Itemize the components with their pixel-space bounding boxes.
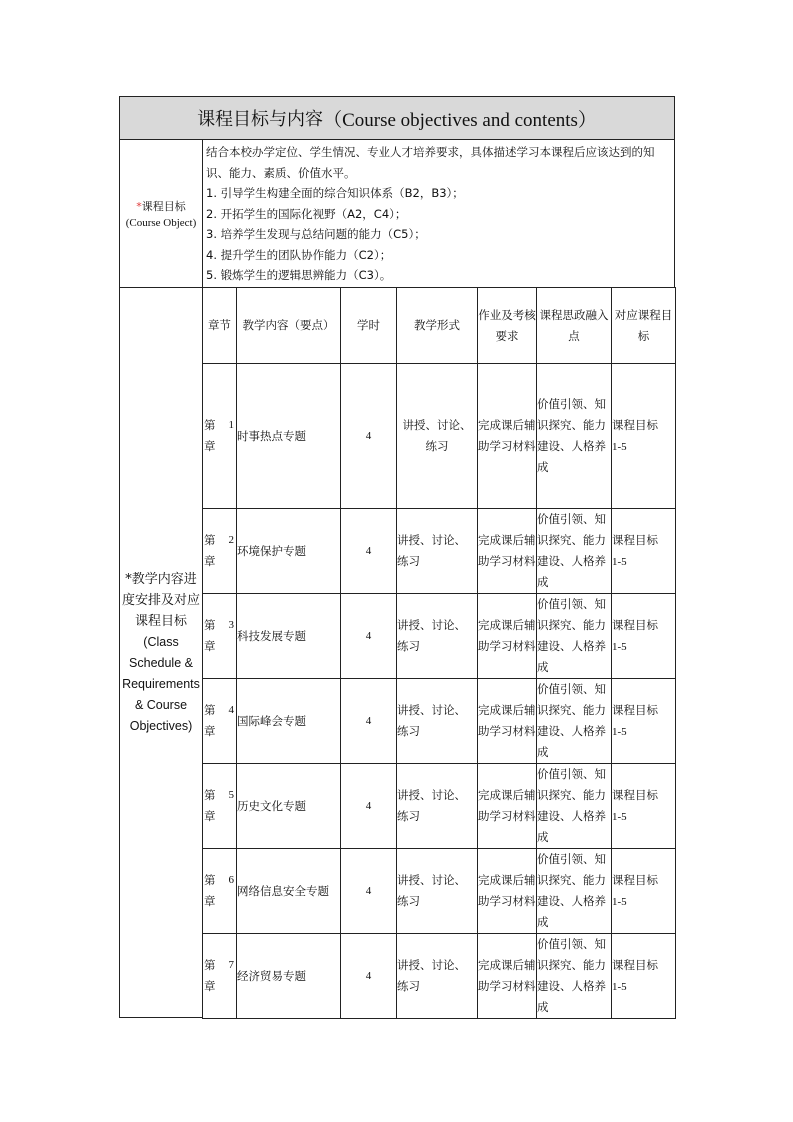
content-text: 科技发展专题: [237, 628, 306, 643]
target-range: 1-5: [612, 725, 627, 738]
homework-cell: [477, 763, 537, 849]
form-text: 讲授、讨论、练习: [397, 873, 466, 908]
target-range: 1-5: [612, 980, 627, 993]
hours-cell: [340, 508, 397, 594]
ideology-cell: [536, 363, 612, 509]
chapter-cell: [202, 678, 237, 764]
target-text: 课程目标: [612, 617, 658, 632]
chapter-cell: [202, 848, 237, 934]
target-range: 1-5: [612, 555, 627, 568]
form-cell: [396, 763, 478, 849]
target-range: 1-5: [612, 440, 627, 453]
objective-item-1: 1. 引导学生构建全面的综合知识体系（B2，B3）；: [206, 186, 464, 200]
ideology-text: 价值引领、知识探究、能力建设、人格养成: [537, 397, 606, 474]
form-cell: [396, 933, 478, 1019]
ideology-cell: [536, 593, 612, 679]
target-cell: [611, 763, 676, 849]
header-form: [396, 287, 478, 364]
chapter-prefix: 第: [204, 418, 216, 432]
target-cell: [611, 508, 676, 594]
target-text: 课程目标: [612, 417, 658, 432]
homework-text: 完成课后辅助学习材料: [478, 533, 536, 568]
target-cell: [611, 363, 676, 509]
form-cell: [396, 848, 478, 934]
objectives-label-en: (Course Object): [125, 217, 197, 229]
target-cell: [611, 593, 676, 679]
form-text: 讲授、讨论、练习: [397, 958, 466, 993]
chapter-cell: [202, 593, 237, 679]
form-text: 讲授、讨论、练习: [397, 618, 466, 653]
ideology-cell: [536, 678, 612, 764]
content-cell: [236, 763, 341, 849]
ideology-text: 价值引领、知识探究、能力建设、人格养成: [537, 852, 606, 929]
form-cell: [396, 363, 478, 509]
hours-cell: [340, 678, 397, 764]
chapter-cell: [202, 363, 237, 509]
chapter-suffix: 章: [204, 809, 216, 823]
header-content-label: 教学内容（要点）: [242, 318, 335, 332]
homework-text: 完成课后辅助学习材料: [478, 788, 536, 823]
chapter-number: 5: [228, 789, 234, 801]
course-document: [119, 96, 675, 1018]
homework-text: 完成课后辅助学习材料: [478, 703, 536, 738]
required-marker: *: [136, 200, 142, 213]
chapter-prefix: 第: [204, 788, 216, 802]
content-text: 时事热点专题: [237, 428, 306, 443]
section-title-en: （Course objectives and contents）: [323, 109, 597, 131]
objective-item-4: 4. 提升学生的团队协作能力（C2）；: [206, 247, 392, 262]
ideology-text: 价值引领、知识探究、能力建设、人格养成: [537, 512, 606, 589]
objectives-label: [119, 139, 203, 288]
homework-text: 完成课后辅助学习材料: [478, 873, 536, 908]
chapter-suffix: 章: [204, 894, 216, 908]
target-range: 1-5: [612, 895, 627, 908]
form-cell: [396, 508, 478, 594]
header-hours: [340, 287, 397, 364]
chapter-prefix: 第: [204, 873, 216, 887]
objectives-label-zh: 课程目标: [141, 200, 186, 213]
header-target-label: 对应课程目标: [614, 307, 673, 343]
homework-cell: [477, 593, 537, 679]
homework-text: 完成课后辅助学习材料: [478, 418, 536, 453]
target-cell: [611, 678, 676, 764]
ideology-cell: [536, 848, 612, 934]
hours-cell: [340, 933, 397, 1019]
content-cell: [236, 848, 341, 934]
header-content: [236, 287, 341, 364]
target-cell: [611, 848, 676, 934]
homework-cell: [477, 678, 537, 764]
content-text: 网络信息安全专题: [237, 883, 329, 898]
chapter-prefix: 第: [204, 703, 216, 717]
ideology-cell: [536, 763, 612, 849]
chapter-number: 2: [228, 534, 234, 546]
ideology-text: 价值引领、知识探究、能力建设、人格养成: [537, 767, 606, 844]
header-chapter: [202, 287, 237, 364]
target-range: 1-5: [612, 640, 627, 653]
chapter-number: 6: [228, 874, 234, 886]
form-text: 讲授、讨论、练习: [397, 533, 466, 568]
header-homework-label: 作业及考核要求: [478, 307, 536, 343]
content-cell: [236, 678, 341, 764]
chapter-cell: [202, 508, 237, 594]
content-text: 经济贸易专题: [237, 968, 306, 983]
chapter-suffix: 章: [204, 639, 216, 653]
hours-cell: [340, 763, 397, 849]
objectives-content: [202, 139, 675, 288]
hours-cell: [340, 363, 397, 509]
objective-item-2: 2. 开拓学生的国际化视野（A2，C4）；: [206, 206, 407, 221]
chapter-suffix: 章: [204, 554, 216, 568]
hours-value: 4: [365, 544, 372, 557]
header-chapter-label: 章节: [208, 318, 231, 332]
chapter-prefix: 第: [204, 618, 216, 632]
hours-value: 4: [365, 969, 372, 982]
homework-cell: [477, 933, 537, 1019]
chapter-prefix: 第: [204, 958, 216, 972]
section-title-zh: 课程目标与内容: [197, 109, 324, 130]
content-cell: [236, 593, 341, 679]
target-text: 课程目标: [612, 702, 658, 717]
homework-cell: [477, 363, 537, 509]
objectives-intro: 结合本校办学定位、学生情况、专业人才培养要求，具体描述学习本课程后应该达到的知: [206, 145, 655, 159]
content-text: 国际峰会专题: [237, 713, 306, 728]
chapter-suffix: 章: [204, 724, 216, 738]
chapter-number: 3: [228, 619, 234, 631]
form-cell: [396, 593, 478, 679]
chapter-cell: [202, 933, 237, 1019]
target-range: 1-5: [612, 810, 627, 823]
content-cell: [236, 933, 341, 1019]
chapter-number: 7: [228, 959, 234, 971]
form-text: 讲授、讨论、练习: [402, 418, 472, 453]
schedule-label-zh: *教学内容进度安排及对应课程目标: [122, 571, 201, 629]
content-text: 环境保护专题: [237, 543, 306, 558]
hours-value: 4: [365, 629, 372, 642]
hours-cell: [340, 593, 397, 679]
chapter-suffix: 章: [204, 979, 216, 993]
form-cell: [396, 678, 478, 764]
homework-text: 完成课后辅助学习材料: [478, 958, 536, 993]
ideology-cell: [536, 933, 612, 1019]
schedule-label-en: (Class Schedule & Requirements & Course Objectives): [122, 634, 200, 733]
chapter-number: 1: [228, 419, 234, 431]
hours-value: 4: [365, 884, 372, 897]
objectives-intro-cont: 识、能力、素质、价值水平。: [206, 165, 356, 180]
form-text: 讲授、讨论、练习: [397, 703, 466, 738]
header-hours-label: 学时: [357, 318, 380, 332]
target-text: 课程目标: [612, 532, 658, 547]
header-ideology-label: 课程思政融入点: [539, 307, 609, 343]
chapter-cell: [202, 763, 237, 849]
schedule-label: [119, 287, 203, 1018]
homework-cell: [477, 508, 537, 594]
hours-value: 4: [365, 799, 372, 812]
chapter-number: 4: [228, 704, 234, 716]
section-title: [119, 96, 675, 140]
chapter-suffix: 章: [204, 439, 216, 453]
target-text: 课程目标: [612, 957, 658, 972]
objective-item-5: 5. 锻炼学生的逻辑思辨能力（C3）。: [206, 268, 392, 282]
target-text: 课程目标: [612, 787, 658, 802]
ideology-text: 价值引领、知识探究、能力建设、人格养成: [537, 597, 606, 674]
header-homework: [477, 287, 537, 364]
target-text: 课程目标: [612, 872, 658, 887]
homework-cell: [477, 848, 537, 934]
content-text: 历史文化专题: [237, 798, 306, 813]
hours-value: 4: [365, 429, 372, 442]
target-cell: [611, 933, 676, 1019]
header-target: [611, 287, 676, 364]
objective-item-3: 3. 培养学生发现与总结问题的能力（C5）；: [206, 227, 426, 241]
chapter-prefix: 第: [204, 533, 216, 547]
header-ideology: [536, 287, 612, 364]
hours-cell: [340, 848, 397, 934]
ideology-text: 价值引领、知识探究、能力建设、人格养成: [537, 682, 606, 759]
hours-value: 4: [365, 714, 372, 727]
header-form-label: 教学形式: [414, 318, 460, 332]
ideology-text: 价值引领、知识探究、能力建设、人格养成: [537, 937, 606, 1014]
homework-text: 完成课后辅助学习材料: [478, 618, 536, 653]
content-cell: [236, 508, 341, 594]
form-text: 讲授、讨论、练习: [397, 788, 466, 823]
ideology-cell: [536, 508, 612, 594]
content-cell: [236, 363, 341, 509]
